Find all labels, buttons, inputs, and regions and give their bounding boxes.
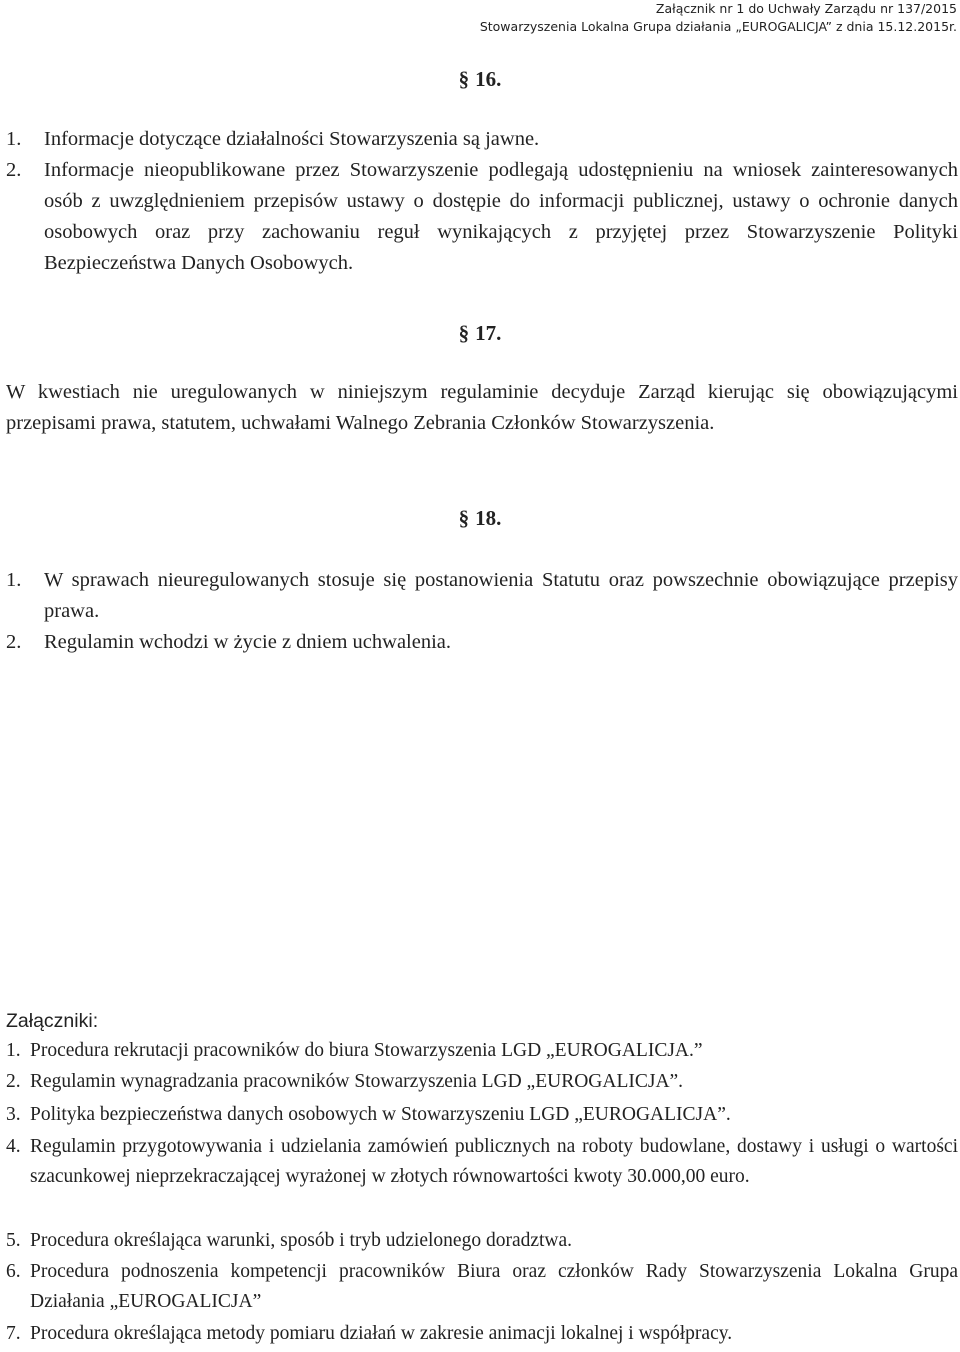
attachment-item	[6, 1226, 958, 1256]
section-heading-18	[0, 505, 960, 531]
item-number: 2.	[6, 1071, 21, 1092]
section-heading-16	[0, 66, 960, 92]
list-item	[6, 627, 958, 658]
section-number: 18.	[475, 506, 502, 530]
item-number: 7.	[6, 1323, 21, 1344]
attachment-item	[6, 1036, 958, 1066]
item-number: 4.	[6, 1136, 21, 1157]
item-number: 3.	[6, 1104, 21, 1125]
item-text: Regulamin przygotowywania i udzielania zamówień publicznych na roboty budowlane, dostawy i usługi o wartości szacunkowej nieprzekraczającej wyrażonej w złotych równowartości kwoty 30.000,00 euro.	[30, 1136, 958, 1187]
attachment-item	[6, 1132, 958, 1192]
document-header	[480, 0, 957, 36]
list-item	[6, 155, 958, 279]
item-text: Procedura rekrutacji pracowników do biura Stowarzyszenia LGD „EUROGALICJA.”	[30, 1040, 703, 1061]
item-number: 6.	[6, 1261, 21, 1282]
item-number: 2.	[6, 159, 22, 181]
section-symbol: §	[458, 321, 470, 345]
attachment-item	[6, 1257, 958, 1317]
item-number: 1.	[6, 569, 22, 591]
item-number: 1.	[6, 1040, 21, 1061]
header-line-1: Załącznik nr 1 do Uchwały Zarządu nr 137/2015	[655, 1, 957, 16]
item-text: Informacje dotyczące działalności Stowarzyszenia są jawne.	[44, 128, 540, 150]
item-text: Procedura określająca warunki, sposób i tryb udzielonego doradztwa.	[30, 1230, 573, 1251]
attachment-item	[6, 1100, 958, 1130]
item-number: 5.	[6, 1230, 21, 1251]
attachment-item	[6, 1067, 958, 1097]
list-item	[6, 565, 958, 627]
item-text: Regulamin wynagradzania pracowników Stowarzyszenia LGD „EUROGALICJA”.	[30, 1071, 684, 1092]
header-line-2: Stowarzyszenia Lokalna Grupa działania „EUROGALICJA” z dnia 15.12.2015r.	[479, 19, 957, 34]
item-number: 2.	[6, 631, 22, 653]
item-number: 1.	[6, 128, 22, 150]
attachments-title: Załączniki:	[6, 1010, 99, 1032]
item-text: Procedura podnoszenia kompetencji pracowników Biura oraz członków Rady Stowarzyszenia Lokalna Grupa Działania „EUROGALICJA”	[30, 1261, 958, 1312]
section-symbol: §	[458, 506, 470, 530]
item-text: Polityka bezpieczeństwa danych osobowych w Stowarzyszeniu LGD „EUROGALICJA”.	[30, 1104, 731, 1125]
attachment-item	[6, 1319, 958, 1349]
item-text: Regulamin wchodzi w życie z dniem uchwalenia.	[44, 631, 452, 653]
section-number: 16.	[475, 67, 502, 91]
list-item	[6, 124, 958, 155]
section-heading-17	[0, 320, 960, 346]
item-text: Informacje nieopublikowane przez Stowarzyszenie podlegają udostępnieniu na wniosek zainteresowanych osób z uwzględnieniem przepisów ustawy o dostępie do informacji publicznej, ustawy o ochronie danych osobowych oraz przy zachowaniu reguł wynikających z przyjętej przez Stowarzyszenie Polityki Bezpieczeństwa Danych Osobowych.	[44, 159, 958, 274]
section-symbol: §	[458, 67, 470, 91]
section-paragraph: W kwestiach nie uregulowanych w niniejszym regulaminie decyduje Zarząd kierując się obowiązującymi przepisami prawa, statutem, uchwałami Walnego Zebrania Członków Stowarzyszenia.	[6, 381, 958, 434]
item-text: W sprawach nieuregulowanych stosuje się postanowienia Statutu oraz powszechnie obowiązujące przepisy prawa.	[44, 569, 958, 622]
section-number: 17.	[475, 321, 502, 345]
item-text: Procedura określająca metody pomiaru działań w zakresie animacji lokalnej i współpracy.	[30, 1323, 733, 1344]
